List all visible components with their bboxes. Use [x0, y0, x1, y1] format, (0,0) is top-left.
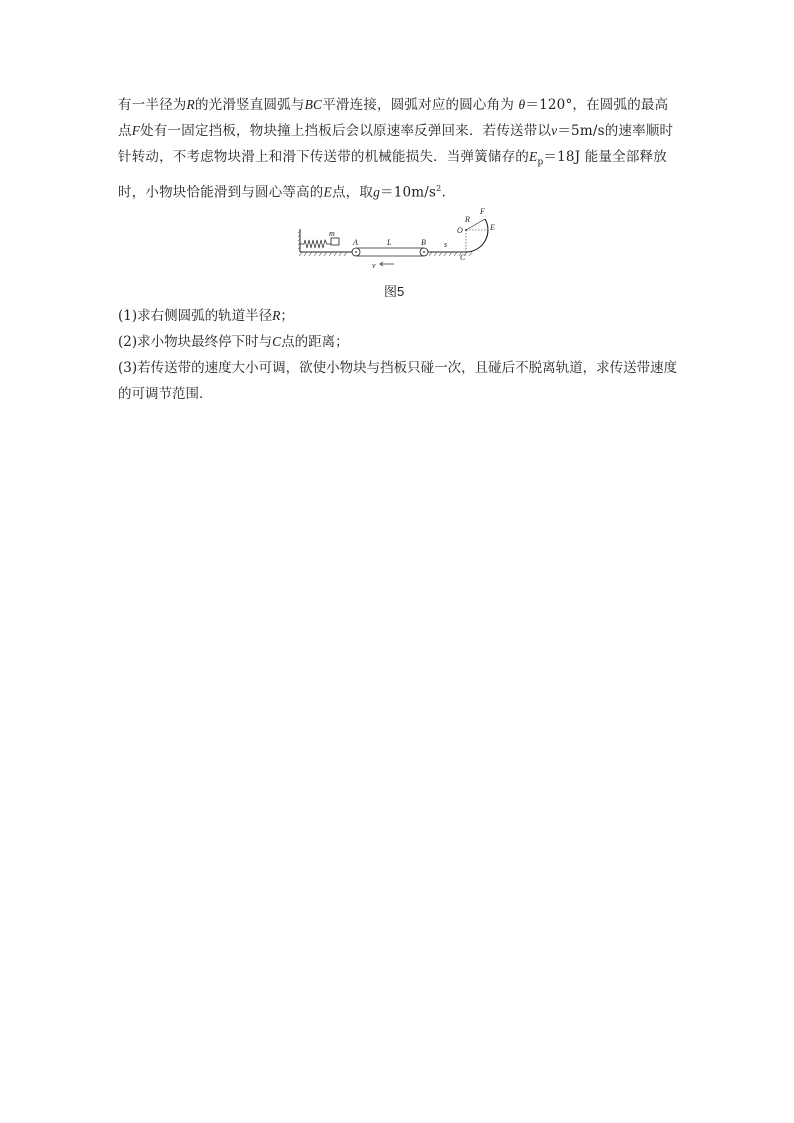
spring [300, 240, 331, 248]
label-m: m [329, 229, 335, 238]
label-a: A [353, 238, 358, 247]
block-m [331, 238, 339, 245]
ground-left-hatch [299, 252, 347, 256]
label-o: O [457, 226, 463, 235]
label-c: C [460, 253, 466, 262]
figure-caption: 图5 [384, 284, 405, 299]
label-f: F [480, 207, 485, 216]
label-e: E [490, 223, 495, 232]
question-3: (3)若传送带的速度大小可调，欲使小物块与挡板只碰一次，且碰后不脱离轨道，求传送带速度的可调节范围． [118, 360, 678, 402]
label-b: B [421, 238, 426, 247]
problem-text: 有一半径为R的光滑竖直圆弧与BC平滑连接，圆弧对应的圆心角为 θ＝120°，在圆弧的最高点F处有一固定挡板，物块撞上挡板后会以原速率反弹回来．若传送带以v＝5m/s的速率顺时针转动，不考虑物块滑上和滑下传送带的机械能损失．当弹簧储存的$E_p=18J$ 能量全部释放时，小物块恰能滑到与圆心等高的E点，取$g=10m/s^2$. [118, 97, 674, 201]
ground-right-hatch [429, 252, 472, 256]
question-1: (1)求右侧圆弧的轨道半径R； [118, 308, 294, 324]
question-2: (2)求小物块最终停下时与C点的距离； [118, 334, 349, 350]
label-s: s [444, 240, 448, 249]
conveyor-diagram [298, 203, 498, 273]
label-l: L [387, 238, 392, 247]
diagram-svg [298, 203, 498, 273]
label-r: R [465, 215, 470, 224]
label-v: v [372, 261, 376, 270]
